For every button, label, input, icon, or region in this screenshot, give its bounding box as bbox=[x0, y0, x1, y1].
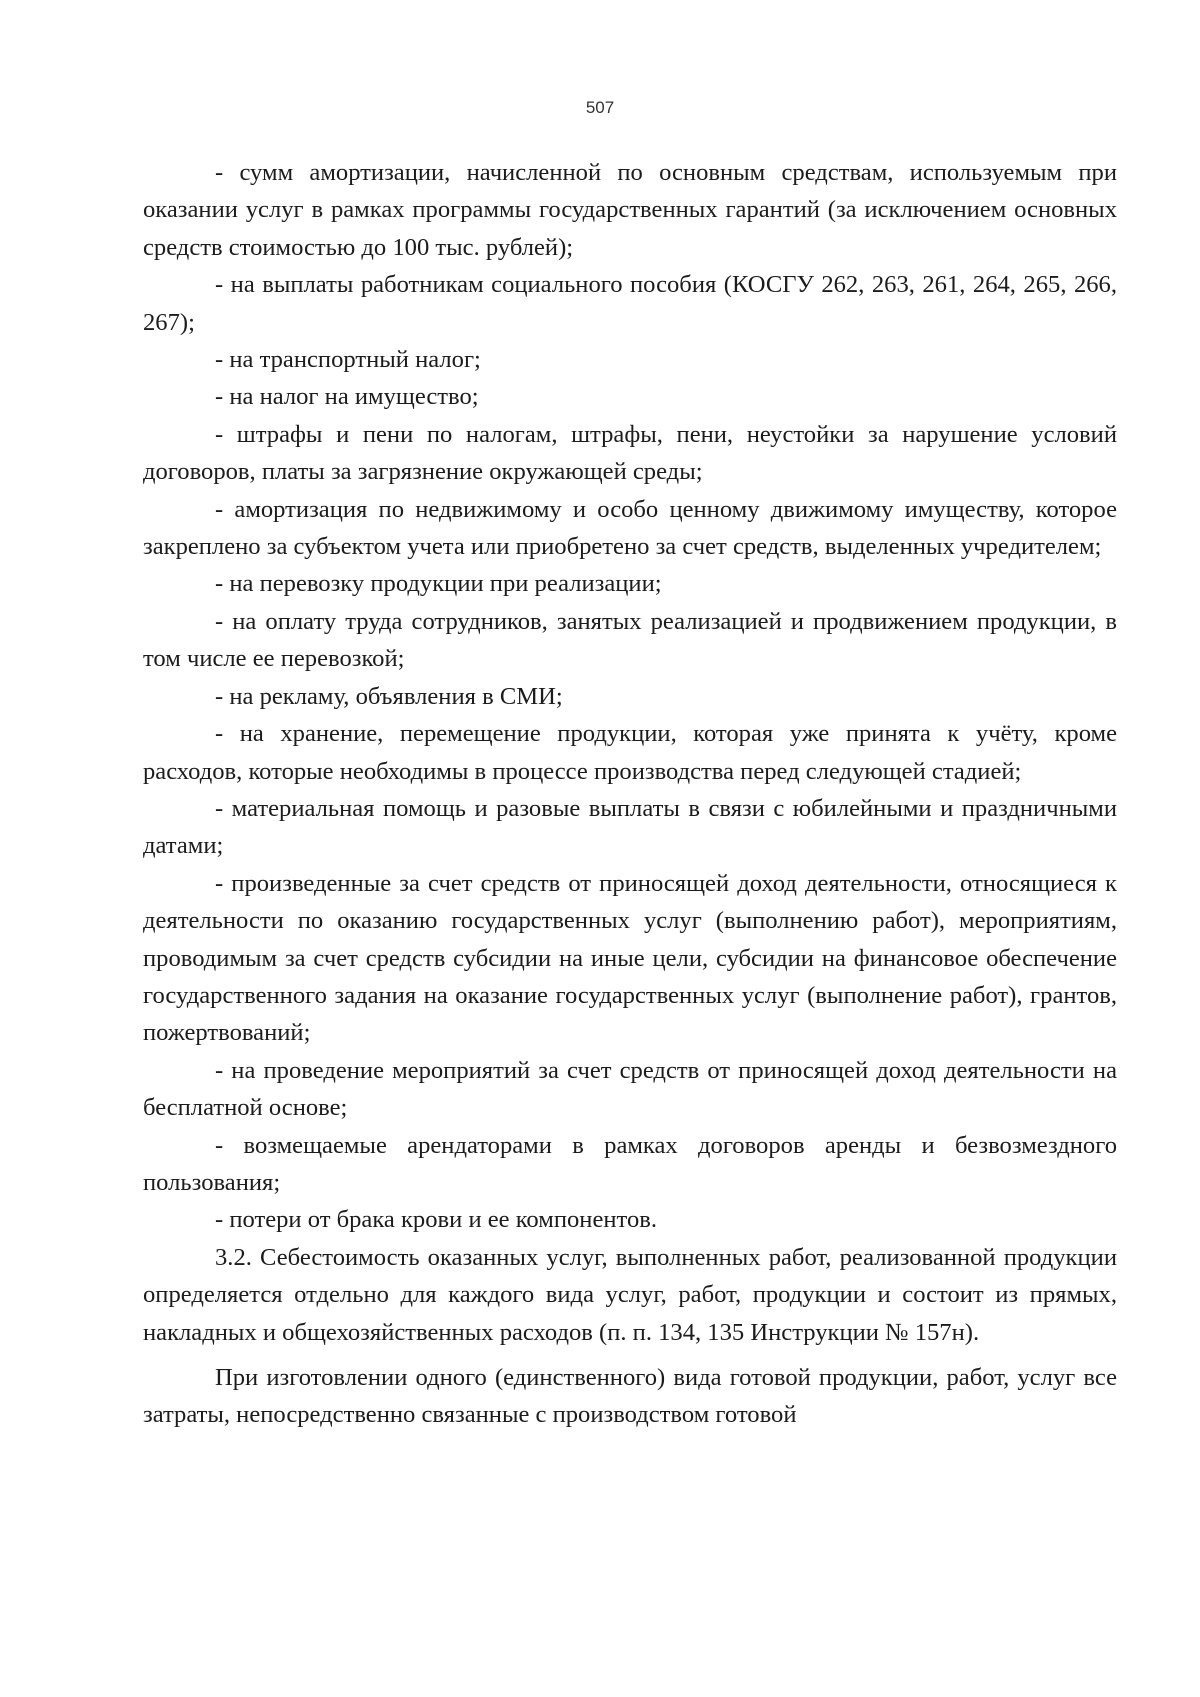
paragraph-lessee-reimbursement: - возмещаемые арендаторами в рамках договоров аренды и безвозмездного пользования; bbox=[143, 1131, 1117, 1196]
paragraph-storage: - на хранение, перемещение продукции, которая уже принята к учёту, кроме расходов, которые необходимы в процессе производства перед следующей стадией; bbox=[143, 720, 1117, 785]
paragraph-cost-definition: 3.2. Себестоимость оказанных услуг, выполненных работ, реализованной продукции определяется отдельно для каждого вида услуг, работ, продукции и состоит из прямых, накладных и общехозяйственных расходов (п. п. 134, 135 Инструкции № 157н). bbox=[143, 1243, 1117, 1346]
paragraph-social-benefits: - на выплаты работникам социального пособия (КОСГУ 262, 263, 261, 264, 265, 266, 267); bbox=[143, 271, 1117, 336]
paragraph-property-depreciation: - амортизация по недвижимому и особо ценному движимому имуществу, которое закреплено за субъектом учета или приобретено за счет средств, выделенных учредителем; bbox=[143, 495, 1117, 561]
paragraph-financial-aid: - материальная помощь и разовые выплаты в связи с юбилейными и праздничными датами; bbox=[143, 794, 1117, 860]
paragraph-sales-staff-pay: - на оплату труда сотрудников, занятых реализацией и продвижением продукции, в том числе ее перевозкой; bbox=[143, 607, 1117, 673]
paragraph-advertising: - на рекламу, объявления в СМИ; bbox=[215, 682, 563, 710]
paragraph-free-events: - на проведение мероприятий за счет средств от приносящей доход деятельности на бесплатной основе; bbox=[143, 1056, 1117, 1122]
paragraph-depreciation: - сумм амортизации, начисленной по основным средствам, используемым при оказании услуг в рамках программы государственных гарантий (за исключением основных средств стоимостью до 100 тыс. рублей); bbox=[143, 159, 1117, 261]
paragraph-product-transport: - на перевозку продукции при реализации; bbox=[215, 570, 662, 598]
paragraph-income-activity: - произведенные за счет средств от приносящей доход деятельности, относящиеся к деятельности по оказанию государственных услуг (выполнению работ), мероприятиям, проводимым за счет средств субсидии на иные цели, субсидии на финансовое обеспечение государственного задания на оказание государственных услуг (выполнение работ), грантов, пожертвований; bbox=[143, 869, 1117, 1047]
page-number: 507 bbox=[585, 98, 615, 117]
paragraph-property-tax: - на налог на имущество; bbox=[215, 383, 479, 411]
paragraph-transport-tax: - на транспортный налог; bbox=[215, 346, 481, 374]
paragraph-blood-losses: - потери от брака крови и ее компонентов. bbox=[215, 1206, 658, 1234]
document-body bbox=[143, 154, 1117, 1434]
paragraph-single-product: При изготовлении одного (единственного) вида готовой продукции, работ, услуг все затраты, непосредственно связанные с производством готовой bbox=[143, 1364, 1117, 1429]
paragraph-fines-penalties: - штрафы и пени по налогам, штрафы, пени, неустойки за нарушение условий договоров, платы за загрязнение окружающей среды; bbox=[143, 420, 1117, 486]
